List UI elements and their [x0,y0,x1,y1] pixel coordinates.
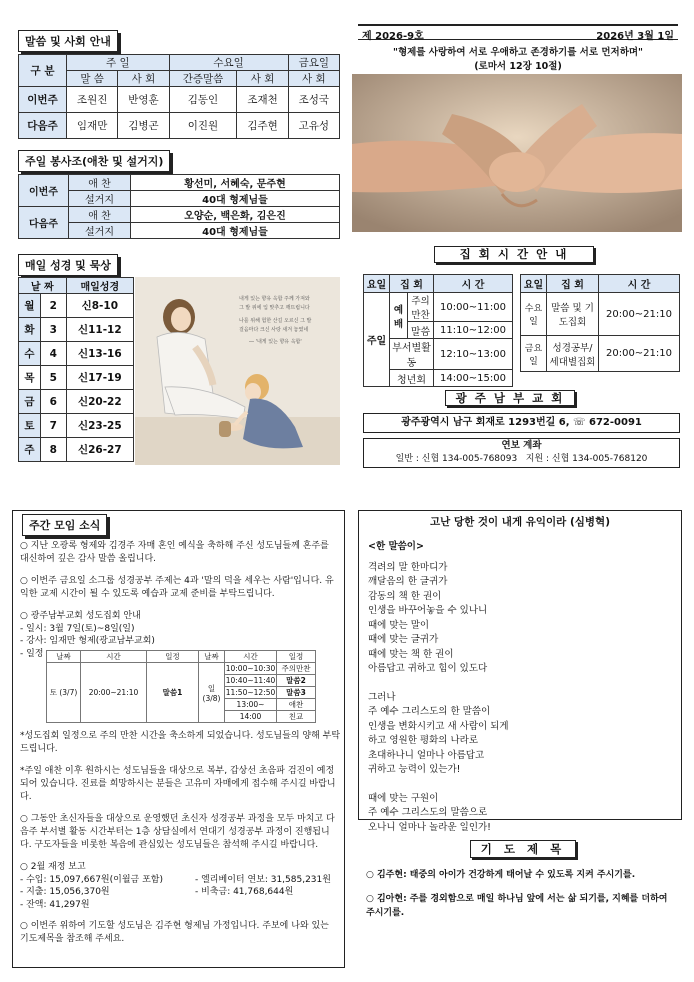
news-item: *주일 애찬 이후 원하시는 성도님들을 대상으로 복부, 갑상선 초음파 검진이 예정되어 있습니다. 진료를 희망하시는 분들은 고유미 자매에게 접수해 주시길 바랍니다. [20,766,336,802]
bible-date: 8 [40,438,66,462]
prayer-title: 기 도 제 목 [470,840,576,858]
poem-line: 초대하나니 얼마나 아름답고 [368,749,485,761]
retreat-time: 14:00 [225,711,277,723]
meditation-illustration [135,277,340,465]
meet-time: 10:00~11:00 [434,293,513,322]
poem-line: 하고 영원한 평화의 나라로 [368,735,479,746]
news-body [20,540,340,660]
finance-expense: - 지출: 15,056,370원 [20,887,110,897]
meet-worship: 예배 [390,293,408,339]
meeting-table-left [363,274,513,387]
retreat-item: 애찬 [277,699,316,711]
bible-verse: 신23-25 [66,414,133,438]
meet-time: 14:00~15:00 [434,370,513,387]
poem-line: 때에 맞는 구원이 [368,792,439,804]
table-row [19,318,134,342]
cell: 고유성 [288,113,339,139]
poem-body [368,540,668,835]
meet-name: 주의 만찬 [408,293,434,322]
account-numbers: 일반 : 신협 134-005-768093 지원 : 신협 134-005-768120 [395,454,648,464]
retreat-table [46,650,316,723]
table-row [19,390,134,414]
retreat-head: 시간 [225,651,277,663]
bible-day: 주 [19,438,41,462]
retreat-time: 13:00~ [225,699,277,711]
table-row [19,175,340,191]
prayer-item: ○ 김주현: 태중의 아이가 건강하게 태어날 수 있도록 지켜 주시기를. [366,870,636,880]
meet-head-meet: 집 회 [390,275,434,293]
poem-line: 때에 맞는 책 한 권이 [368,648,454,660]
cell: 조원진 [67,87,118,113]
retreat-item: 친교 [277,711,316,723]
service-value: 오양순, 백은화, 김은진 [131,207,340,223]
service-key: 애 찬 [69,207,131,223]
table-row [19,342,134,366]
table-row [521,336,680,372]
table-row [47,663,316,675]
bible-day: 목 [19,366,41,390]
meet-name: 말씀 [408,322,434,339]
table-row [364,293,513,322]
poem-line: 귀하고 능력이 있는가! [368,764,461,775]
poem-line: 격려의 말 한마디가 [368,561,448,573]
table-row [521,293,680,336]
meet-time: 20:00~21:10 [599,336,680,372]
meeting-table-right [520,274,680,372]
bulletin-header [358,24,678,40]
retreat-sun: 일 (3/8) [199,663,225,723]
table-row [19,438,134,462]
bible-verse: 신8-10 [66,294,133,318]
row-label: 다음주 [19,113,67,139]
hands-photo [352,74,682,232]
bible-head-reading: 매일성경 [66,278,133,294]
meet-time: 11:10~12:00 [434,322,513,339]
news-item: - 일정 [20,648,44,659]
cell: 조성국 [288,87,339,113]
poem-line: 때에 맞는 글귀가 [368,634,439,645]
poem-line: 오나니 얼마나 놀라운 일인가! [368,821,491,833]
news-title: 주간 모임 소식 [22,514,107,536]
poem-line: 인생을 바꾸어놓을 수 있나니 [368,605,488,616]
meet-day: 수요일 [521,293,547,336]
retreat-head: 일정 [277,651,316,663]
table-row [19,87,340,113]
news-item: ○ 그동안 초신자들을 대상으로 운영했던 초신자 성경공부 과정을 모두 마치고 다음주 부서별 활동 시간부터는 1층 상담실에서 연대기 성경공부 과정이 진행됩니다. 구도자들을 비롯한 복음에 관심있는 성도님들은 참석해 주시길 바랍니다. [20,814,335,850]
bible-day: 화 [19,318,41,342]
service-value: 40대 형제님들 [131,191,340,207]
retreat-head: 날짜 [199,651,225,663]
duty-sub: 사 회 [288,71,339,87]
service-title: 주일 봉사조(애찬 및 설거지) [18,150,170,172]
row-label: 이번주 [19,87,67,113]
cell: 김동인 [169,87,237,113]
news-item: ○ 이번주 위하여 기도할 성도님은 김주현 형제님 가정입니다. 주보에 나와 있는 기도제목을 참조해 주세요. [20,921,329,944]
retreat-item: 주의만찬 [277,663,316,675]
finance-row [20,886,340,899]
duty-wednesday: 수요일 [169,55,288,71]
bible-verse: 신20-22 [66,390,133,414]
retreat-sat-item: 말씀1 [147,663,199,723]
duty-friday: 금요일 [288,55,339,71]
retreat-sat-time: 20:00~21:10 [81,663,147,723]
finance-income: - 수입: 15,097,667원(이월금 포함) [20,874,163,885]
bible-day: 토 [19,414,41,438]
duty-title: 말씀 및 사회 안내 [18,30,118,52]
poem-line: 주 예수 그리스도의 말씀으로 [368,807,488,818]
meet-day: 금요일 [521,336,547,372]
news-item: *성도집회 일정으로 주의 만찬 시간을 축소하게 되었습니다. 성도님들의 양해 부탁드립니다. [20,731,341,754]
bible-date: 6 [40,390,66,414]
meet-head-day: 요일 [364,275,390,293]
news-item: - 강사: 임재만 형제(광교남부교회) [20,636,155,646]
cell: 김주현 [237,113,288,139]
bible-date: 3 [40,318,66,342]
table-row [19,294,134,318]
retreat-time: 11:50~12:50 [225,688,276,697]
meet-name: 성경공부/ 세대별집회 [547,336,599,372]
bible-head-date: 날 짜 [19,278,67,294]
caption-line: 나를 위해 험한 산길 오르신 그 발 [239,318,312,324]
duty-col-group: 구 분 [19,55,67,87]
bible-day: 수 [19,342,41,366]
meeting-title: 집 회 시 간 안 내 [434,246,594,263]
service-group: 다음주 [19,207,69,239]
meet-name: 부서별활동 [390,339,434,370]
poem-line: 인생을 변화시키고 새 사람이 되게 [368,720,509,732]
finance-row [20,874,340,887]
service-value: 40대 형제님들 [131,223,340,239]
bible-title: 매일 성경 및 묵상 [18,254,118,276]
meet-head-time: 시 간 [434,275,513,293]
retreat-item: 말씀3 [277,687,316,699]
bible-date: 2 [40,294,66,318]
service-group: 이번주 [19,175,69,207]
bible-table [18,277,134,462]
cell: 이진원 [169,113,237,139]
news-item: ○ 지난 오광록 형제와 김경주 자매 혼인 예식을 축하해 주신 성도님들께 혼주를 대신하여 깊은 감사 말씀 올립니다. [20,541,329,564]
service-value: 황선미, 서혜숙, 문주현 [131,175,340,191]
poem-line: 깨달음의 한 글귀가 [368,576,448,587]
cell: 임재만 [67,113,118,139]
news-item: ○ 광주남부교회 성도집회 안내 [20,611,141,621]
retreat-head: 일정 [147,651,199,663]
meet-name: 청년회 [390,370,434,387]
poem-line: 감동의 책 한 권이 [368,590,442,602]
duty-table [18,54,340,139]
header-verse: "형제를 사랑하여 서로 우애하고 존경하기를 서로 먼저하며" [393,47,643,58]
news-item: ○ 2월 재정 보고 [20,862,86,872]
service-key: 설거지 [69,223,131,239]
caption-line: ― '내게 있는 향유 옥합' [249,339,302,345]
poem-line: 아름답고 귀하고 힘이 있도다 [368,663,488,674]
service-key: 설거지 [69,191,131,207]
bible-date: 4 [40,342,66,366]
table-row [19,414,134,438]
table-row [19,113,340,139]
bible-verse: 신13-16 [66,342,133,366]
bible-day: 금 [19,390,41,414]
caption-line: 내게 있는 향유 옥합 주께 가져와 [239,296,310,302]
bible-verse: 신26-27 [66,438,133,462]
news-item: - 일시: 3월 7일(토)~8일(일) [20,623,135,634]
finance-balance: - 잔액: 41,297원 [20,899,90,910]
finance-reserve: - 비축금: 41,768,644원 [195,887,294,897]
illustration-caption [239,295,337,347]
finance-elevator: - 엘리베이터 연보: 31,585,231원 [195,874,331,885]
news-body-2 [20,730,340,955]
table-row [19,207,340,223]
service-table [18,174,340,239]
poem-title: 고난 당한 것이 내게 유익이라 (심병혁) [429,516,611,528]
duty-sub: 사 회 [118,71,169,87]
retreat-sat: 토 (3/7) [47,663,81,723]
poem-line: 그러나 [368,691,396,703]
duty-sub: 말 씀 [67,71,118,87]
retreat-head: 날짜 [47,651,81,663]
news-item: ○ 이번주 금요일 소그룹 성경공부 주제는 4과 '말의 덕을 세우는 사람'입니다. 유익한 교제 시간이 될 수 있도록 예습과 교제 준비를 부탁드립니다. [20,576,334,599]
duty-sub: 간증말씀 [169,71,237,87]
meet-time: 20:00~21:10 [599,293,680,336]
meet-head-meet: 집 회 [547,275,599,293]
retreat-time: 10:00~10:30 [225,664,276,673]
cell: 김병곤 [118,113,169,139]
retreat-head: 시간 [81,651,147,663]
retreat-item: 말씀2 [277,675,316,687]
poem-line: 주 예수 그리스도의 한 말씀이 [368,706,491,717]
church-name: 광 주 남 부 교 회 [445,390,575,406]
account-title: 연보 계좌 [501,440,542,451]
duty-sunday: 주 일 [67,55,170,71]
retreat-time: 10:40~11:40 [225,676,276,685]
poem-subtitle: <한 말씀이> [368,541,424,552]
issue-number: 제 2026-9호 [362,31,424,42]
caption-line: 그 발 위에 입 맞추고 깨뜨립니다 [239,305,310,311]
service-key: 애 찬 [69,175,131,191]
bible-day: 월 [19,294,41,318]
bible-date: 7 [40,414,66,438]
church-address: 광주광역시 남구 회재로 1293번길 6, ☏ 672-0091 [363,413,680,433]
prayer-body [366,868,678,930]
issue-date: 2026년 3월 1일 [596,31,674,42]
bible-date: 5 [40,366,66,390]
meet-head-time: 시 간 [599,275,680,293]
prayer-item: ○ 김아현: 주를 경외함으로 매일 하나님 앞에 서는 삶 되기를, 지혜를 더하여 주시기를. [366,894,668,918]
table-row [19,366,134,390]
meet-sunday: 주일 [364,293,390,387]
cell: 반영훈 [118,87,169,113]
hands-svg [352,74,682,232]
header-verse-ref: (로마서 12장 10절) [474,61,562,72]
bible-verse: 신11-12 [66,318,133,342]
meet-name: 말씀 및 기도집회 [547,293,599,336]
bible-verse: 신17-19 [66,366,133,390]
cell: 조재천 [237,87,288,113]
meet-head-day: 요일 [521,275,547,293]
caption-line: 걸음마다 크신 사랑 새겨 놓였네 [239,327,309,333]
meet-time: 12:10~13:00 [434,339,513,370]
poem-line: 때에 맞는 말이 [368,619,430,631]
account-box [363,438,680,468]
duty-sub: 사 회 [237,71,288,87]
